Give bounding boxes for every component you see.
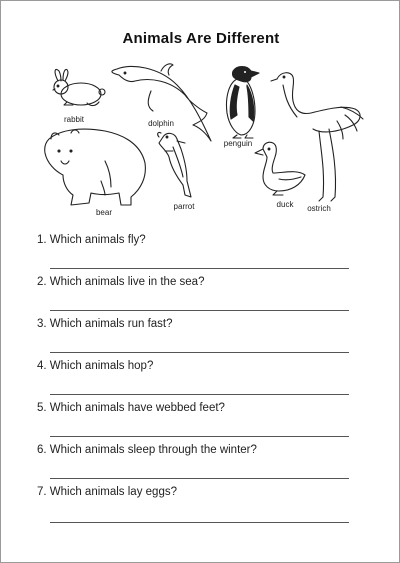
answer-line-7[interactable] <box>50 522 349 523</box>
ostrich-icon <box>271 73 363 201</box>
label-rabbit: rabbit <box>63 115 85 124</box>
question-1: 1. Which animals fly? <box>37 234 146 246</box>
penguin-icon <box>226 67 259 139</box>
rabbit-icon <box>53 69 105 105</box>
duck-icon <box>255 142 305 195</box>
answer-line-1[interactable] <box>50 268 349 269</box>
label-parrot: parrot <box>173 202 195 211</box>
answer-line-2[interactable] <box>50 310 349 311</box>
question-2: 2. Which animals live in the sea? <box>37 276 205 288</box>
question-5: 5. Which animals have webbed feet? <box>37 402 225 414</box>
question-3: 3. Which animals run fast? <box>37 318 173 330</box>
worksheet-title: Animals Are Different <box>122 30 280 47</box>
label-dolphin: dolphin <box>148 119 174 128</box>
label-ostrich: ostrich <box>307 204 331 213</box>
parrot-icon <box>158 132 191 197</box>
answer-line-4[interactable] <box>50 394 349 395</box>
bear-icon <box>45 129 146 205</box>
question-6: 6. Which animals sleep through the winter? <box>37 444 257 456</box>
question-4: 4. Which animals hop? <box>37 360 154 372</box>
label-penguin: penguin <box>223 139 253 148</box>
question-7: 7. Which animals lay eggs? <box>37 486 177 498</box>
answer-line-6[interactable] <box>50 478 349 479</box>
label-duck: duck <box>276 200 294 209</box>
dolphin-icon <box>112 64 211 141</box>
answer-line-5[interactable] <box>50 436 349 437</box>
answer-line-3[interactable] <box>50 352 349 353</box>
animal-illustrations <box>1 1 400 231</box>
label-bear: bear <box>95 208 113 217</box>
